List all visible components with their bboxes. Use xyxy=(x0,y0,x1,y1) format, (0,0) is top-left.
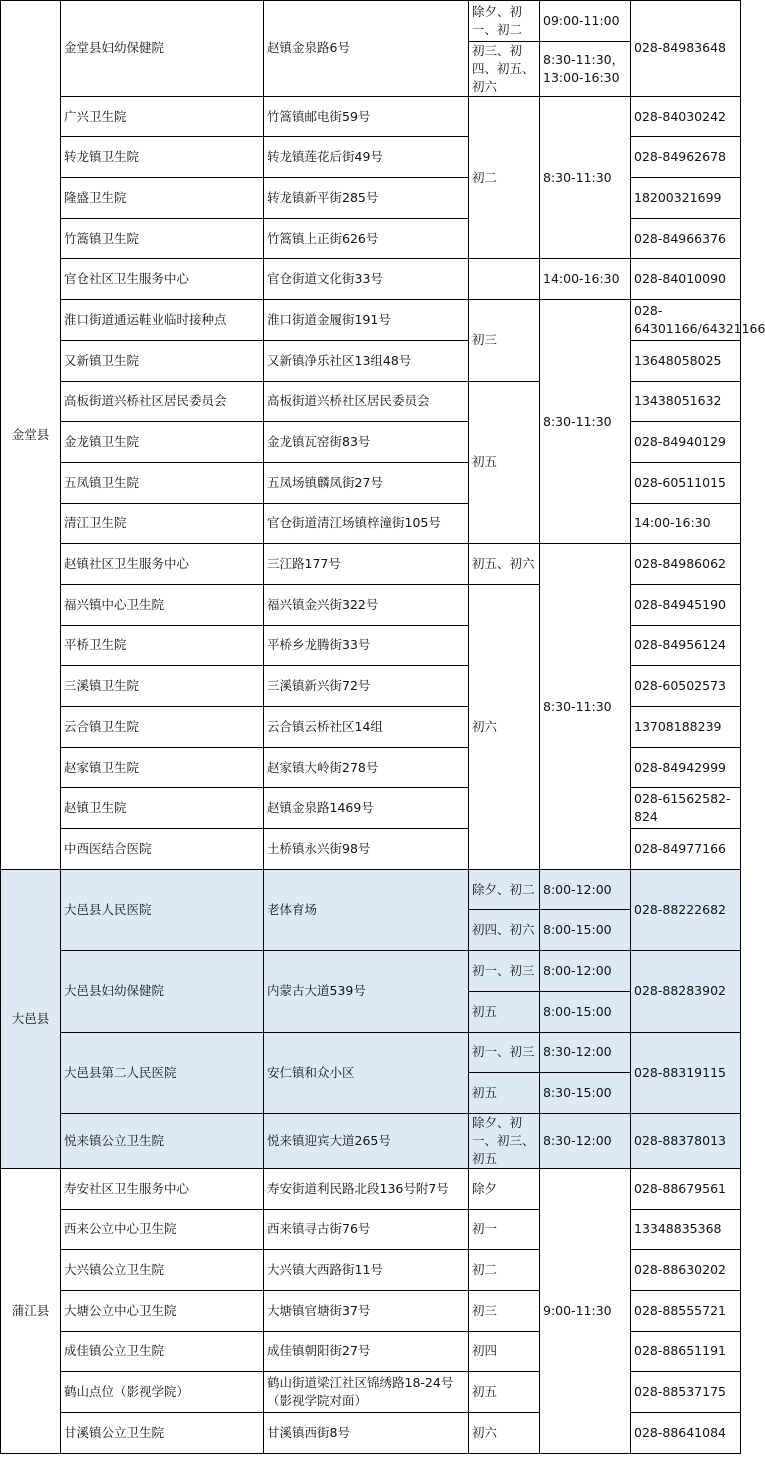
site-name: 成佳镇公立卫生院 xyxy=(61,1331,264,1372)
site-address: 鹤山街道梁江社区锦绣路18-24号（影视学院对面） xyxy=(264,1372,469,1413)
site-name: 金堂县妇幼保健院 xyxy=(61,1,264,97)
site-address: 竹篙镇邮电街59号 xyxy=(264,96,469,137)
site-address: 三溪镇新兴街72号 xyxy=(264,666,469,707)
phone-cell: 028-88651191 xyxy=(631,1331,741,1372)
time-cell: 8:30-11:30 xyxy=(540,96,631,259)
site-address: 安仁镇和众小区 xyxy=(264,1032,469,1113)
phone-cell: 028-64301166/64321166 xyxy=(631,300,741,341)
date-cell: 初五、初六 xyxy=(469,544,540,585)
phone-cell: 028-88283902 xyxy=(631,951,741,1032)
site-address: 平桥乡龙腾街33号 xyxy=(264,625,469,666)
phone-cell: 028-84977166 xyxy=(631,829,741,870)
site-address: 五凤场镇麟凤街27号 xyxy=(264,462,469,503)
phone-cell: 028-84983648 xyxy=(631,1,741,97)
phone-cell: 13348835368 xyxy=(631,1209,741,1250)
site-address: 官仓街道清江场镇梓潼街105号 xyxy=(264,503,469,544)
site-name: 福兴镇中心卫生院 xyxy=(61,584,264,625)
site-address: 悦来镇迎宾大道265号 xyxy=(264,1113,469,1168)
table-row xyxy=(1,951,741,992)
site-address: 福兴镇金兴街322号 xyxy=(264,584,469,625)
phone-cell: 028-88555721 xyxy=(631,1290,741,1331)
table-row xyxy=(1,869,741,910)
date-cell: 初五 xyxy=(469,1073,540,1114)
time-cell: 8:00-12:00 xyxy=(540,951,631,992)
site-name: 三溪镇卫生院 xyxy=(61,666,264,707)
time-cell: 8:30-15:00 xyxy=(540,1073,631,1114)
site-address: 三江路177号 xyxy=(264,544,469,585)
phone-cell: 028-84942999 xyxy=(631,747,741,788)
date-cell: 初五 xyxy=(469,991,540,1032)
table-row xyxy=(1,259,741,300)
site-address: 甘溪镇西街8号 xyxy=(264,1413,469,1454)
date-cell xyxy=(469,259,540,300)
county-cell: 金堂县 xyxy=(1,1,61,870)
site-name: 转龙镇卫生院 xyxy=(61,137,264,178)
site-address: 老体育场 xyxy=(264,869,469,950)
site-name: 清江卫生院 xyxy=(61,503,264,544)
site-name: 金龙镇卫生院 xyxy=(61,422,264,463)
table-row xyxy=(1,1168,741,1209)
site-address: 土桥镇永兴街98号 xyxy=(264,829,469,870)
time-cell: 8:30-11:30，13:00-16:30 xyxy=(540,41,631,96)
phone-cell: 028-88679561 xyxy=(631,1168,741,1209)
date-cell: 初二 xyxy=(469,96,540,259)
phone-cell: 18200321699 xyxy=(631,178,741,219)
site-name: 赵家镇卫生院 xyxy=(61,747,264,788)
phone-cell: 028-88378013 xyxy=(631,1113,741,1168)
site-address: 官仓街道文化街33号 xyxy=(264,259,469,300)
phone-cell: 028-84940129 xyxy=(631,422,741,463)
phone-cell: 028-84945190 xyxy=(631,584,741,625)
site-address: 西来镇寻古街76号 xyxy=(264,1209,469,1250)
site-name: 大兴镇公立卫生院 xyxy=(61,1250,264,1291)
phone-cell: 028-60502573 xyxy=(631,666,741,707)
phone-cell: 028-84030242 xyxy=(631,96,741,137)
date-cell: 除夕、初二 xyxy=(469,869,540,910)
site-address: 高板街道兴桥社区居民委员会 xyxy=(264,381,469,422)
date-cell: 除夕、初一、初二 xyxy=(469,1,540,42)
site-address: 转龙镇莲花后街49号 xyxy=(264,137,469,178)
site-name: 西来公立中心卫生院 xyxy=(61,1209,264,1250)
site-address: 金龙镇瓦窑街83号 xyxy=(264,422,469,463)
date-cell: 初五 xyxy=(469,381,540,544)
phone-cell: 028-84956124 xyxy=(631,625,741,666)
site-address: 转龙镇新平街285号 xyxy=(264,178,469,219)
date-cell: 初六 xyxy=(469,584,540,869)
phone-cell: 13648058025 xyxy=(631,340,741,381)
site-name: 竹篙镇卫生院 xyxy=(61,218,264,259)
table-row xyxy=(1,300,741,341)
time-cell: 14:00-16:30 xyxy=(631,503,741,544)
phone-cell: 028-60511015 xyxy=(631,462,741,503)
phone-cell: 028-84010090 xyxy=(631,259,741,300)
date-cell: 初三 xyxy=(469,300,540,381)
site-name: 中西医结合医院 xyxy=(61,829,264,870)
site-address: 赵镇金泉路6号 xyxy=(264,1,469,97)
site-address: 赵镇金泉路1469号 xyxy=(264,788,469,829)
site-address: 云合镇云桥社区14组 xyxy=(264,707,469,748)
site-address: 竹篙镇上正街626号 xyxy=(264,218,469,259)
site-name: 五凤镇卫生院 xyxy=(61,462,264,503)
date-cell: 除夕、初一、初三、初五 xyxy=(469,1113,540,1168)
site-name: 又新镇卫生院 xyxy=(61,340,264,381)
time-cell: 8:30-11:30 xyxy=(540,300,631,544)
phone-cell: 028-84986062 xyxy=(631,544,741,585)
site-name: 悦来镇公立卫生院 xyxy=(61,1113,264,1168)
time-cell: 8:30-11:30 xyxy=(540,544,631,870)
site-name: 高板街道兴桥社区居民委员会 xyxy=(61,381,264,422)
table-row xyxy=(1,544,741,585)
phone-cell: 028-84966376 xyxy=(631,218,741,259)
phone-cell: 028-88319115 xyxy=(631,1032,741,1113)
site-address: 成佳镇朝阳街27号 xyxy=(264,1331,469,1372)
time-cell: 09:00-11:00 xyxy=(540,1,631,42)
site-name: 赵镇社区卫生服务中心 xyxy=(61,544,264,585)
time-cell: 8:00-15:00 xyxy=(540,991,631,1032)
time-cell: 14:00-16:30 xyxy=(540,259,631,300)
county-cell: 蒲江县 xyxy=(1,1168,61,1453)
time-cell: 8:30-12:00 xyxy=(540,1113,631,1168)
date-cell: 初一、初三 xyxy=(469,1032,540,1073)
date-cell: 初一、初三 xyxy=(469,951,540,992)
date-cell: 初四、初六 xyxy=(469,910,540,951)
phone-cell: 028-88641084 xyxy=(631,1413,741,1454)
date-cell: 初六 xyxy=(469,1413,540,1454)
phone-cell: 028-84962678 xyxy=(631,137,741,178)
time-cell: 9:00-11:30 xyxy=(540,1168,631,1453)
site-name: 大邑县第二人民医院 xyxy=(61,1032,264,1113)
site-name: 云合镇卫生院 xyxy=(61,707,264,748)
phone-cell: 028-88537175 xyxy=(631,1372,741,1413)
site-name: 广兴卫生院 xyxy=(61,96,264,137)
site-name: 平桥卫生院 xyxy=(61,625,264,666)
table-row xyxy=(1,1032,741,1073)
phone-cell: 028-88222682 xyxy=(631,869,741,950)
table-row xyxy=(1,1,741,42)
site-name: 赵镇卫生院 xyxy=(61,788,264,829)
table-row xyxy=(1,96,741,137)
date-cell: 初三 xyxy=(469,1290,540,1331)
site-name: 大邑县妇幼保健院 xyxy=(61,951,264,1032)
site-name: 寿安社区卫生服务中心 xyxy=(61,1168,264,1209)
site-name: 甘溪镇公立卫生院 xyxy=(61,1413,264,1454)
site-name: 鹤山点位（影视学院） xyxy=(61,1372,264,1413)
phone-cell: 13708188239 xyxy=(631,707,741,748)
site-address: 大塘镇官塘街37号 xyxy=(264,1290,469,1331)
site-address: 寿安街道利民路北段136号附7号 xyxy=(264,1168,469,1209)
date-cell: 除夕 xyxy=(469,1168,540,1209)
date-cell: 初一 xyxy=(469,1209,540,1250)
site-name: 隆盛卫生院 xyxy=(61,178,264,219)
time-cell: 8:00-12:00 xyxy=(540,869,631,910)
site-address: 赵家镇大岭街278号 xyxy=(264,747,469,788)
time-cell: 8:30-12:00 xyxy=(540,1032,631,1073)
phone-cell: 028-88630202 xyxy=(631,1250,741,1291)
date-cell: 初三、初四、初五、初六 xyxy=(469,41,540,96)
phone-cell: 13438051632 xyxy=(631,381,741,422)
date-cell: 初四 xyxy=(469,1331,540,1372)
site-address: 淮口街道金履街191号 xyxy=(264,300,469,341)
table-row xyxy=(1,1113,741,1168)
county-cell: 大邑县 xyxy=(1,869,61,1168)
date-cell: 初五 xyxy=(469,1372,540,1413)
date-cell: 初二 xyxy=(469,1250,540,1291)
site-name: 淮口街道通运鞋业临时接种点 xyxy=(61,300,264,341)
phone-cell: 028-61562582-824 xyxy=(631,788,741,829)
site-address: 又新镇净乐社区13组48号 xyxy=(264,340,469,381)
site-address: 内蒙古大道539号 xyxy=(264,951,469,1032)
site-name: 大塘公立中心卫生院 xyxy=(61,1290,264,1331)
time-cell: 8:00-15:00 xyxy=(540,910,631,951)
site-name: 大邑县人民医院 xyxy=(61,869,264,950)
site-address: 大兴镇大西路街11号 xyxy=(264,1250,469,1291)
site-name: 官仓社区卫生服务中心 xyxy=(61,259,264,300)
